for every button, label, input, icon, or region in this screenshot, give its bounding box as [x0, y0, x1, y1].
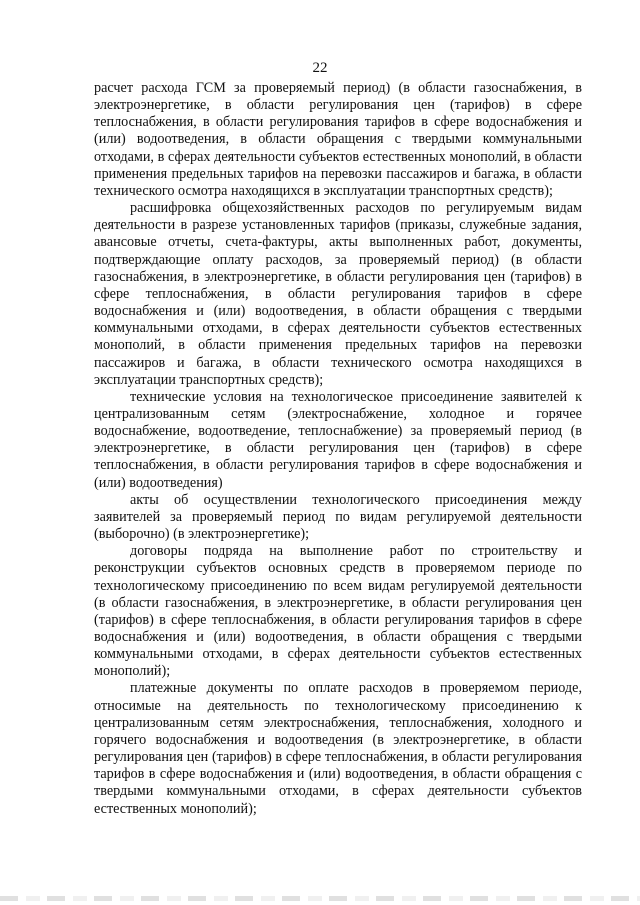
paragraph-construction-contracts: договоры подряда на выполнение работ по строительству и реконструкции субъектов основных средств в проверяемом периоде по технологическому присоединению по всем видам регулируемой деятельности (в области газоснабжения, в электроэнергетике, в области регулирования цен (тарифов) в сфере теплоснабжения, в области регулирования тарифов в сфере водоснабжения и (или) водоотведения, в области обращения с твердыми коммунальными отходами, в сферах деятельности субъектов естественных монополий); [94, 543, 582, 680]
paragraph-connection-acts: акты об осуществлении технологического присоединения между заявителей за проверяемый период по видам регулируемой деятельности (выборочно) (в электроэнергетике); [94, 491, 582, 543]
page-number: 22 [312, 60, 328, 76]
scan-edge-artifact [0, 896, 640, 901]
paragraph-technical-conditions: технические условия на технологическое присоединение заявителей к централизованным сетям (электроснабжение, холодное и горячее водоснабжение, водоотведение, теплоснабжение) за проверяемый период (в электроэнергетике, в области регулирования цен (тарифов) в сфере теплоснабжения, в области регулирования тарифов в сфере водоснабжения и (или) водоотведения) [94, 388, 582, 491]
paragraph-fuel-costs: расчет расхода ГСМ за проверяемый период) (в области газоснабжения, в электроэнергетике, в области регулирования цен (тарифов) в сфере теплоснабжения, в области регулирования тарифов в сфере водоснабжения и (или) водоотведения, в области обращения с твердыми коммунальными отходами, в сферах деятельности субъектов естественных монополий, в области применения предельных тарифов на перевозки пассажиров и багажа, в области технического осмотра находящихся в эксплуатации транспортных средств); [94, 80, 582, 199]
document-body [94, 80, 582, 818]
paragraph-overhead-costs: расшифровка общехозяйственных расходов по регулируемым видам деятельности в разрезе установленных тарифов (приказы, служебные задания, авансовые отчеты, счета-фактуры, акты выполненных работ, документы, подтверждающие оплату расходов, за проверяемый период) (в области газоснабжения, в электроэнергетике, в области регулирования цен (тарифов) в сфере теплоснабжения, в области регулирования тарифов в сфере водоснабжения и (или) водоотведения, в области обращения с твердыми коммунальными отходами, в сферах деятельности субъектов естественных монополий, в области применения предельных тарифов на перевозки пассажиров и багажа, в области технического осмотра находящихся в эксплуатации транспортных средств); [94, 200, 582, 388]
paragraph-payment-documents: платежные документы по оплате расходов в проверяемом периоде, относимые на деятельность по технологическому присоединению к централизованным сетям электроснабжения, теплоснабжения, холодного и горячего водоснабжения и водоотведения (в электроэнергетике, в области регулирования цен (тарифов) в сфере теплоснабжения, в области регулирования тарифов в сфере водоснабжения и (или) водоотведения, в области обращения с твердыми коммунальными отходами, в сферах деятельности субъектов естественных монополий); [94, 680, 582, 817]
